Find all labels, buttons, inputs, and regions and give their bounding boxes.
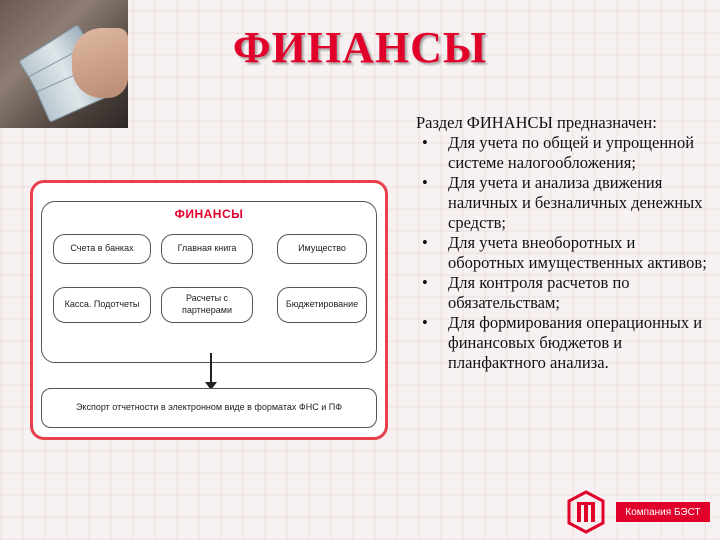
bullet: • xyxy=(422,313,428,332)
module-budgeting: Бюджетирование xyxy=(277,287,367,323)
finance-diagram xyxy=(30,180,388,440)
list-item: • Для учета и анализа движения наличных и безналичных денежных средств; xyxy=(422,173,703,232)
bullet: • xyxy=(422,173,428,192)
modules-frame xyxy=(41,201,377,363)
description xyxy=(416,113,714,373)
bullet: • xyxy=(422,233,428,252)
description-intro: Раздел ФИНАНСЫ предназначен: xyxy=(416,113,657,132)
list-item: • Для контроля расчетов по обязательствам; xyxy=(422,273,630,312)
list-item: • Для учета по общей и упрощенной системе налогообложения; xyxy=(422,133,695,172)
list-item: • Для формирования операционных и финансовых бюджетов и планфактного анализа. xyxy=(422,313,703,372)
module-cash: Касса. Подотчеты xyxy=(53,287,151,323)
bullet: • xyxy=(422,273,428,292)
module-property: Имущество xyxy=(277,234,367,264)
slide-title: ФИНАНСЫ xyxy=(232,23,488,72)
diagram-title: ФИНАНСЫ xyxy=(174,207,244,221)
export-box: Экспорт отчетности в электронном виде в форматах ФНС и ПФ xyxy=(41,388,377,428)
module-partner-settlements: Расчеты с партнерами xyxy=(161,287,253,323)
description-list xyxy=(416,133,714,373)
company-logo-icon xyxy=(566,490,606,534)
list-item: • Для учета внеоборотных и оборотных имущественных активов; xyxy=(422,233,707,272)
module-bank-accounts: Счета в банках xyxy=(53,234,151,264)
bullet: • xyxy=(422,133,428,152)
module-general-ledger: Главная книга xyxy=(161,234,253,264)
company-name: Компания БЭСТ xyxy=(616,502,710,522)
